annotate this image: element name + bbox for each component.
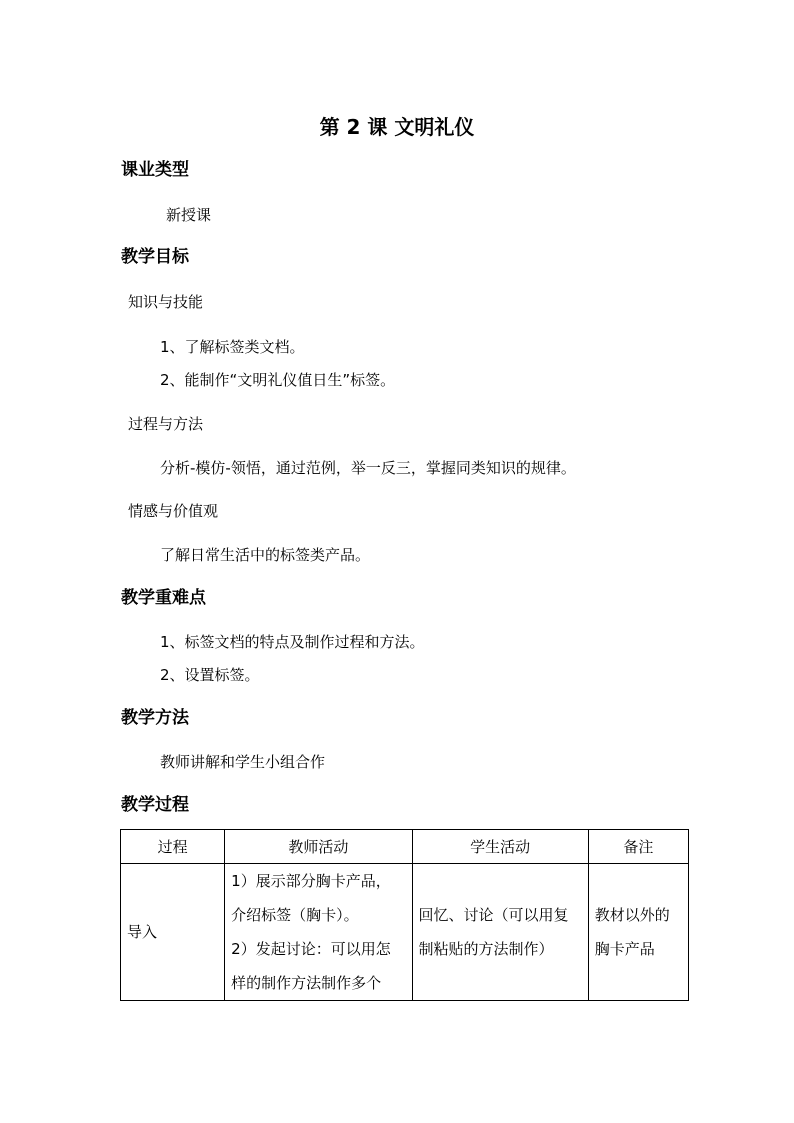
- stage-text: 导入: [127, 922, 158, 941]
- knowledge-label: 知识与技能: [128, 293, 204, 311]
- heading-course-type: 课业类型: [121, 160, 189, 180]
- key-point-item: 1、标签文档的特点及制作过程和方法。: [160, 633, 425, 651]
- column-header: 学生活动: [412, 830, 588, 864]
- note-cell: [588, 864, 688, 1001]
- knowledge-item: 1、了解标签类文档。: [160, 338, 305, 356]
- heading-key-points: 教学重难点: [121, 588, 206, 608]
- course-type-text: 新授课: [166, 206, 212, 224]
- teacher-activity-line: 介绍标签（胸卡）。: [231, 906, 359, 924]
- column-header: 备注: [588, 830, 688, 864]
- teacher-activity-line: 1）展示部分胸卡产品，: [231, 872, 391, 890]
- teacher-activity-line: 2）发起讨论：可以用怎: [231, 940, 391, 958]
- emotion-text: 了解日常生活中的标签类产品。: [160, 546, 371, 564]
- teacher-activity-line: 样的制作方法制作多个: [231, 974, 382, 992]
- teaching-process-table: [120, 829, 689, 1001]
- heading-process: 教学过程: [121, 795, 189, 815]
- student-activity-line: 回忆、讨论（可以用复: [418, 906, 569, 924]
- key-point-item: 2、设置标签。: [160, 666, 260, 684]
- teacher-activity-cell: [225, 864, 412, 1001]
- process-method-label: 过程与方法: [128, 415, 204, 433]
- methods-text: 教师讲解和学生小组合作: [160, 753, 326, 771]
- table-header-row: [121, 830, 689, 864]
- stage-cell: [121, 864, 225, 1001]
- column-header: 过程: [121, 830, 225, 864]
- heading-objectives: 教学目标: [121, 247, 189, 267]
- note-line: 教材以外的: [594, 906, 670, 924]
- table-row: [121, 864, 689, 1001]
- lesson-title: 第 2 课 文明礼仪: [319, 115, 475, 139]
- process-method-text: 分析-模仿-领悟，通过范例，举一反三，掌握同类知识的规律。: [160, 459, 576, 477]
- note-line: 胸卡产品: [594, 940, 655, 958]
- emotion-label: 情感与价值观: [128, 502, 219, 520]
- student-activity-line: 制粘贴的方法制作）: [418, 940, 554, 958]
- column-header: 教师活动: [225, 830, 412, 864]
- heading-methods: 教学方法: [121, 708, 189, 728]
- student-activity-cell: [412, 864, 588, 1001]
- knowledge-item: 2、能制作“文明礼仪值日生”标签。: [160, 371, 396, 389]
